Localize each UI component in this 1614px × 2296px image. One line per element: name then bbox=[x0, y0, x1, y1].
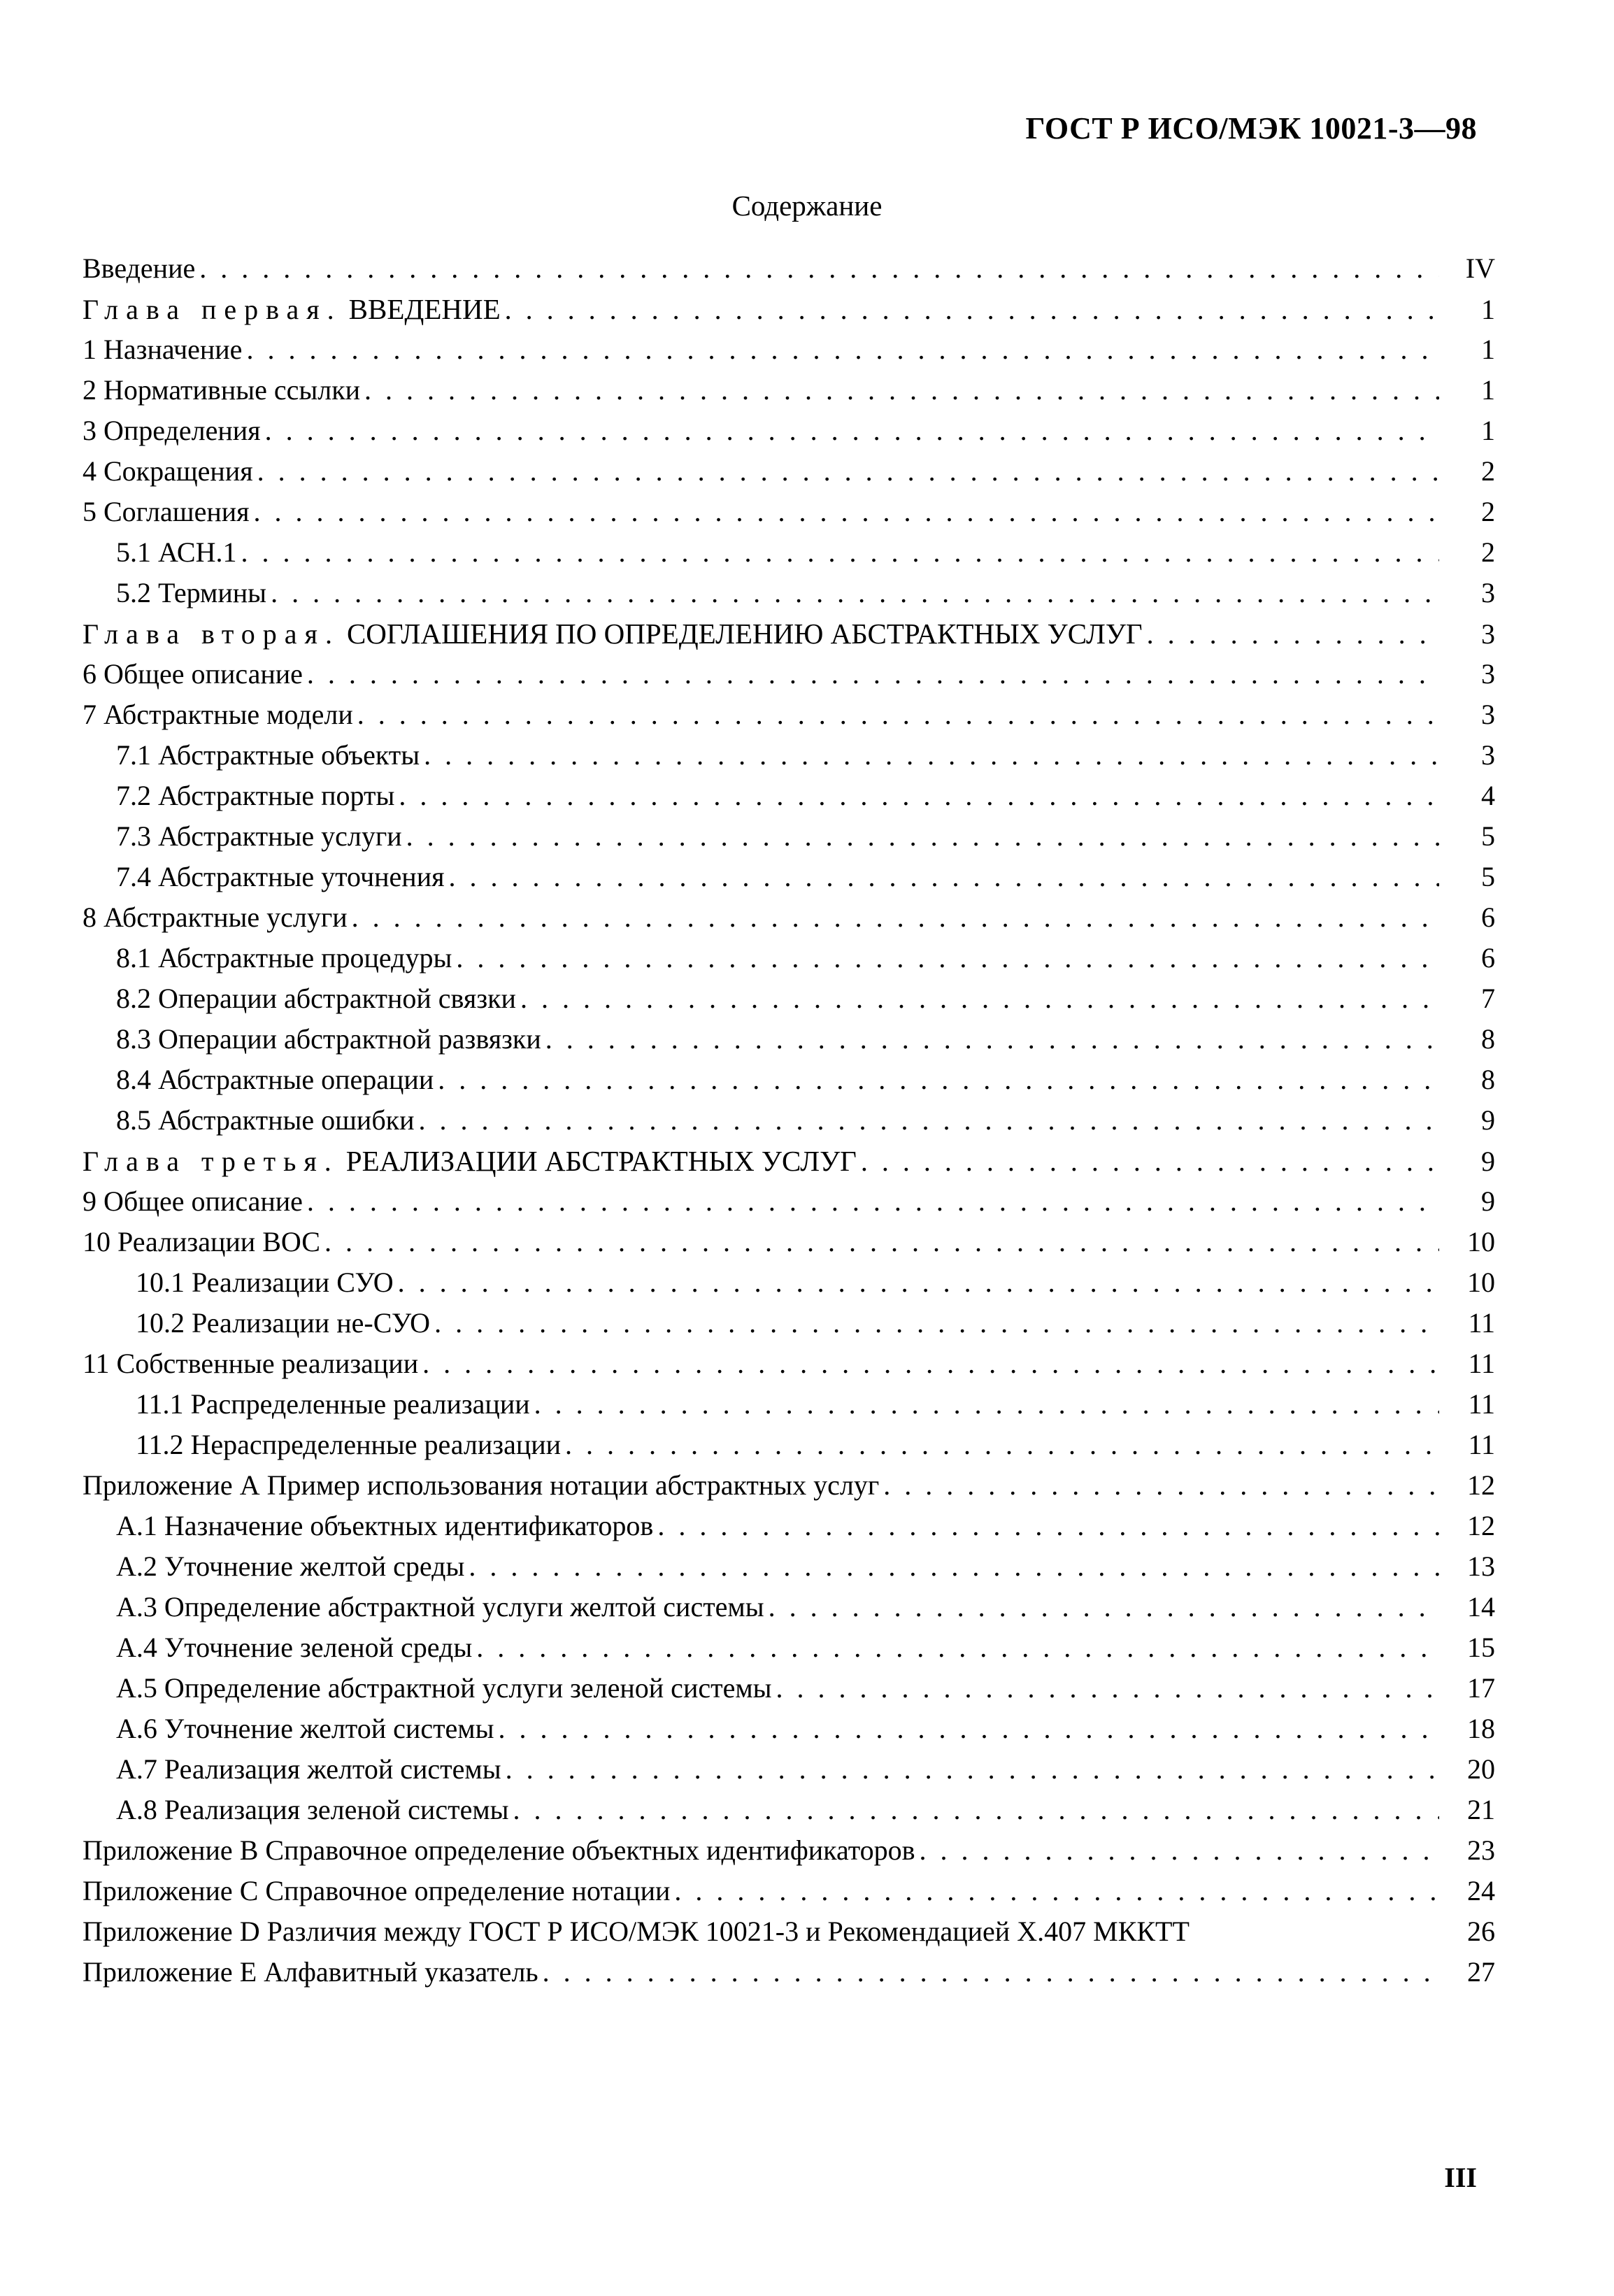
toc-entry-row bbox=[83, 1590, 1495, 1631]
dot-leader bbox=[776, 1671, 1439, 1704]
toc-entry-row bbox=[83, 536, 1495, 576]
dot-leader bbox=[265, 414, 1439, 447]
dot-leader bbox=[543, 1955, 1439, 1988]
toc-entry-title: Приложение С Справочное определение нотации bbox=[83, 1875, 671, 1906]
toc-page-number: 9 bbox=[1481, 1146, 1495, 1177]
toc-entry-title: А.6 Уточнение желтой системы bbox=[116, 1713, 494, 1744]
toc-entry-title: 7.3 Абстрактные услуги bbox=[116, 820, 402, 852]
toc-page-number: 26 bbox=[1467, 1916, 1495, 1947]
toc-page-number: 10 bbox=[1467, 1267, 1495, 1298]
toc-chapter-row bbox=[83, 1144, 1495, 1185]
dot-leader bbox=[307, 657, 1439, 690]
toc-entry-row bbox=[83, 1550, 1495, 1590]
toc-entry-title: 2 Нормативные ссылки bbox=[83, 374, 361, 406]
toc-entry-row bbox=[83, 941, 1495, 982]
toc-page-number: 6 bbox=[1481, 901, 1495, 933]
toc-entry-row bbox=[83, 1185, 1495, 1225]
chapter-name: РЕАЛИЗАЦИИ АБСТРАКТНЫХ УСЛУГ bbox=[345, 1145, 857, 1177]
dot-leader bbox=[419, 1104, 1439, 1136]
toc-entry-title: Приложение В Справочное определение объектных идентификаторов bbox=[83, 1834, 915, 1866]
dot-leader bbox=[499, 1712, 1440, 1745]
dot-leader bbox=[246, 333, 1439, 366]
toc-page-number: 15 bbox=[1467, 1632, 1495, 1663]
dot-leader bbox=[307, 1185, 1439, 1218]
dot-leader bbox=[254, 495, 1439, 528]
dot-leader bbox=[861, 1145, 1439, 1178]
toc-entry-row bbox=[83, 1753, 1495, 1793]
toc-entry-title: 8.2 Операции абстрактной связки bbox=[116, 983, 516, 1014]
dot-leader bbox=[520, 982, 1439, 1015]
toc-page-number: 2 bbox=[1481, 455, 1495, 487]
toc-entry-title: 7.2 Абстрактные порты bbox=[116, 780, 395, 811]
dot-leader bbox=[565, 1428, 1439, 1461]
toc-entry-title bbox=[83, 1144, 857, 1178]
toc-page-number: 3 bbox=[1481, 618, 1495, 650]
dot-leader bbox=[398, 1266, 1439, 1299]
toc-entry-row bbox=[83, 1631, 1495, 1671]
toc-entry-title: 8.1 Абстрактные процедуры bbox=[116, 942, 452, 974]
toc-entry-title: 7.4 Абстрактные уточнения bbox=[116, 861, 445, 892]
toc-page-number: 12 bbox=[1467, 1510, 1495, 1541]
toc-entry-title: 10.2 Реализации не-СУО bbox=[136, 1307, 431, 1339]
toc-page-number: 7 bbox=[1481, 983, 1495, 1014]
toc-entry-title: 5.2 Термины bbox=[116, 577, 267, 608]
toc-entry-title: 5.1 АСН.1 bbox=[116, 536, 237, 568]
dot-leader bbox=[469, 1550, 1439, 1583]
toc-entry-row bbox=[83, 1428, 1495, 1469]
dot-leader bbox=[534, 1388, 1439, 1420]
toc-entry-row bbox=[83, 1104, 1495, 1144]
toc-page-number: 20 bbox=[1467, 1753, 1495, 1785]
toc-entry-title: 11.1 Распределенные реализации bbox=[136, 1388, 530, 1420]
toc-entry-row bbox=[83, 698, 1495, 739]
toc-entry-row bbox=[83, 1509, 1495, 1550]
dot-leader bbox=[424, 739, 1439, 771]
toc-page-number: 9 bbox=[1481, 1185, 1495, 1217]
toc-page-number: 5 bbox=[1481, 820, 1495, 852]
toc-page-number: 2 bbox=[1481, 536, 1495, 568]
toc-entry-row bbox=[83, 779, 1495, 820]
toc-entry-row bbox=[83, 495, 1495, 536]
toc-page-number: IV bbox=[1465, 252, 1495, 284]
toc-entry-title: 10 Реализации ВОС bbox=[83, 1226, 320, 1257]
dot-leader bbox=[434, 1306, 1439, 1339]
toc-title: Содержание bbox=[731, 190, 883, 222]
toc-entry-row bbox=[83, 1712, 1495, 1753]
toc-page-number: 8 bbox=[1481, 1064, 1495, 1095]
toc-entry-title: 8.5 Абстрактные ошибки bbox=[116, 1104, 415, 1136]
toc-entry-title: Введение bbox=[83, 252, 196, 284]
dot-leader bbox=[399, 779, 1439, 812]
toc-page-number: 3 bbox=[1481, 699, 1495, 730]
toc-page-number: 11 bbox=[1468, 1307, 1495, 1339]
toc-entry-title: Приложение Е Алфавитный указатель bbox=[83, 1956, 538, 1988]
document-code-header: ГОСТ Р ИСО/МЭК 10021-3—98 bbox=[1025, 111, 1477, 145]
dot-leader bbox=[1147, 618, 1439, 650]
dot-leader bbox=[674, 1874, 1439, 1907]
toc-page-number: 21 bbox=[1467, 1794, 1495, 1825]
toc-entry-title: А.4 Уточнение зеленой среды bbox=[116, 1632, 473, 1663]
toc-entry-row bbox=[83, 901, 1495, 941]
toc-entry-title: 4 Сокращения bbox=[83, 455, 253, 487]
dot-leader bbox=[920, 1834, 1439, 1867]
dot-leader bbox=[449, 860, 1439, 893]
dot-leader bbox=[199, 252, 1439, 285]
toc-entry-row bbox=[83, 414, 1495, 455]
toc-entry-row bbox=[83, 373, 1495, 414]
toc-entry-title: 3 Определения bbox=[83, 415, 261, 446]
dot-leader bbox=[357, 698, 1439, 731]
dot-leader bbox=[422, 1347, 1439, 1380]
toc-entry-title: 10.1 Реализации СУО bbox=[136, 1267, 394, 1298]
dot-leader bbox=[271, 576, 1439, 609]
toc-entry-title: 8.3 Операции абстрактной развязки bbox=[116, 1023, 541, 1055]
toc-entry-row bbox=[83, 820, 1495, 860]
toc-page-number: 24 bbox=[1467, 1875, 1495, 1906]
dot-leader bbox=[241, 536, 1439, 569]
toc-entry-title: 8 Абстрактные услуги bbox=[83, 901, 348, 933]
toc-entry-row bbox=[83, 1225, 1495, 1266]
toc-entry-row bbox=[83, 1915, 1495, 1955]
dot-leader bbox=[769, 1590, 1439, 1623]
toc-page-number: 23 bbox=[1467, 1834, 1495, 1866]
dot-leader bbox=[438, 1063, 1439, 1096]
toc-entry-row bbox=[83, 1834, 1495, 1874]
toc-entry-row bbox=[83, 1671, 1495, 1712]
toc-page-number: 3 bbox=[1481, 739, 1495, 771]
toc-entry-title: 5 Соглашения bbox=[83, 496, 250, 527]
toc-page-number: 6 bbox=[1481, 942, 1495, 974]
toc-entry-row bbox=[83, 1388, 1495, 1428]
toc-entry-title: 9 Общее описание bbox=[83, 1185, 303, 1217]
toc-page-number: 11 bbox=[1468, 1429, 1495, 1460]
toc-page-number: 1 bbox=[1481, 374, 1495, 406]
toc-page-number: 5 bbox=[1481, 861, 1495, 892]
toc-entry-title: 1 Назначение bbox=[83, 334, 243, 365]
toc-page-number: 10 bbox=[1467, 1226, 1495, 1257]
toc-entry-title: А.1 Назначение объектных идентификаторов bbox=[116, 1510, 654, 1541]
toc-page-number: 27 bbox=[1467, 1956, 1495, 1988]
toc-entry-title: А.2 Уточнение желтой среды bbox=[116, 1550, 465, 1582]
toc-entry-title: А.7 Реализация желтой системы bbox=[116, 1753, 501, 1785]
toc-entry-title: 8.4 Абстрактные операции bbox=[116, 1064, 434, 1095]
toc-entry-row bbox=[83, 1955, 1495, 1996]
toc-entry-title: Приложение А Пример использования нотации абстрактных услуг bbox=[83, 1469, 880, 1501]
toc-entry-title: 11.2 Нераспределенные реализации bbox=[136, 1429, 562, 1460]
toc-entry-row bbox=[83, 252, 1495, 292]
toc-page-number: 14 bbox=[1467, 1591, 1495, 1623]
toc-entry-title: 7.1 Абстрактные объекты bbox=[116, 739, 420, 771]
toc-entry-title: 11 Собственные реализации bbox=[83, 1348, 419, 1379]
toc-page-number: 13 bbox=[1467, 1550, 1495, 1582]
toc-entry-row bbox=[83, 1306, 1495, 1347]
toc-entry-title bbox=[83, 292, 501, 326]
toc-page-number: 11 bbox=[1468, 1348, 1495, 1379]
toc-entry-row bbox=[83, 1266, 1495, 1306]
toc-entry-row bbox=[83, 1874, 1495, 1915]
dot-leader bbox=[657, 1509, 1439, 1542]
toc-entry-row bbox=[83, 1347, 1495, 1388]
toc-entry-row bbox=[83, 333, 1495, 373]
chapter-prefix: Глава третья. bbox=[83, 1146, 339, 1177]
toc-page-number: 8 bbox=[1481, 1023, 1495, 1055]
toc-page-number: 1 bbox=[1481, 415, 1495, 446]
dot-leader bbox=[257, 455, 1439, 487]
dot-leader bbox=[352, 901, 1439, 934]
toc-entry-row bbox=[83, 657, 1495, 698]
toc-page-number: 4 bbox=[1481, 780, 1495, 811]
toc-page-number: 18 bbox=[1467, 1713, 1495, 1744]
chapter-name: ВВЕДЕНИЕ bbox=[348, 293, 501, 325]
chapter-name: СОГЛАШЕНИЯ ПО ОПРЕДЕЛЕНИЮ АБСТРАКТНЫХ УСЛУГ bbox=[346, 618, 1143, 650]
toc-entry-row bbox=[83, 455, 1495, 495]
toc-page-number: 9 bbox=[1481, 1104, 1495, 1136]
toc-entry-row bbox=[83, 1022, 1495, 1063]
toc-entry-row bbox=[83, 1063, 1495, 1104]
toc-entry-row bbox=[83, 576, 1495, 617]
toc-entry-title: 7 Абстрактные модели bbox=[83, 699, 353, 730]
dot-leader bbox=[476, 1631, 1439, 1664]
toc-entry-row bbox=[83, 1793, 1495, 1834]
toc-chapter-row bbox=[83, 292, 1495, 333]
dot-leader bbox=[406, 820, 1439, 853]
dot-leader bbox=[513, 1793, 1439, 1826]
toc-entry-row bbox=[83, 860, 1495, 901]
toc-page-number: 2 bbox=[1481, 496, 1495, 527]
toc-entry-title: А.3 Определение абстрактной услуги желтой системы bbox=[116, 1591, 764, 1623]
toc-page-number: 1 bbox=[1481, 294, 1495, 325]
toc-entry-title: 6 Общее описание bbox=[83, 658, 303, 690]
table-of-contents bbox=[83, 252, 1495, 1996]
toc-entry-row bbox=[83, 1469, 1495, 1509]
toc-entry-row bbox=[83, 739, 1495, 779]
toc-page-number: 1 bbox=[1481, 334, 1495, 365]
chapter-prefix: Глава первая. bbox=[83, 294, 342, 325]
dot-leader bbox=[364, 373, 1439, 406]
page-number: III bbox=[1444, 2162, 1477, 2193]
dot-leader bbox=[883, 1469, 1439, 1502]
toc-entry-title: А.5 Определение абстрактной услуги зеленой системы bbox=[116, 1672, 772, 1704]
toc-page-number: 12 bbox=[1467, 1469, 1495, 1501]
toc-page-number: 11 bbox=[1468, 1388, 1495, 1420]
toc-entry-row bbox=[83, 982, 1495, 1022]
toc-entry-title: Приложение D Различия между ГОСТ Р ИСО/МЭК 10021-3 и Рекомендацией Х.407 МККТТ bbox=[83, 1916, 1190, 1947]
toc-entry-title bbox=[83, 617, 1143, 650]
toc-page-number: 17 bbox=[1467, 1672, 1495, 1704]
dot-leader bbox=[506, 1753, 1439, 1785]
toc-page-number: 3 bbox=[1481, 658, 1495, 690]
dot-leader bbox=[505, 293, 1439, 326]
toc-chapter-row bbox=[83, 617, 1495, 657]
toc-page-number: 3 bbox=[1481, 577, 1495, 608]
dot-leader bbox=[456, 941, 1439, 974]
chapter-prefix: Глава вторая. bbox=[83, 618, 340, 650]
dot-leader bbox=[324, 1225, 1439, 1258]
toc-entry-title: А.8 Реализация зеленой системы bbox=[116, 1794, 509, 1825]
dot-leader bbox=[545, 1022, 1439, 1055]
